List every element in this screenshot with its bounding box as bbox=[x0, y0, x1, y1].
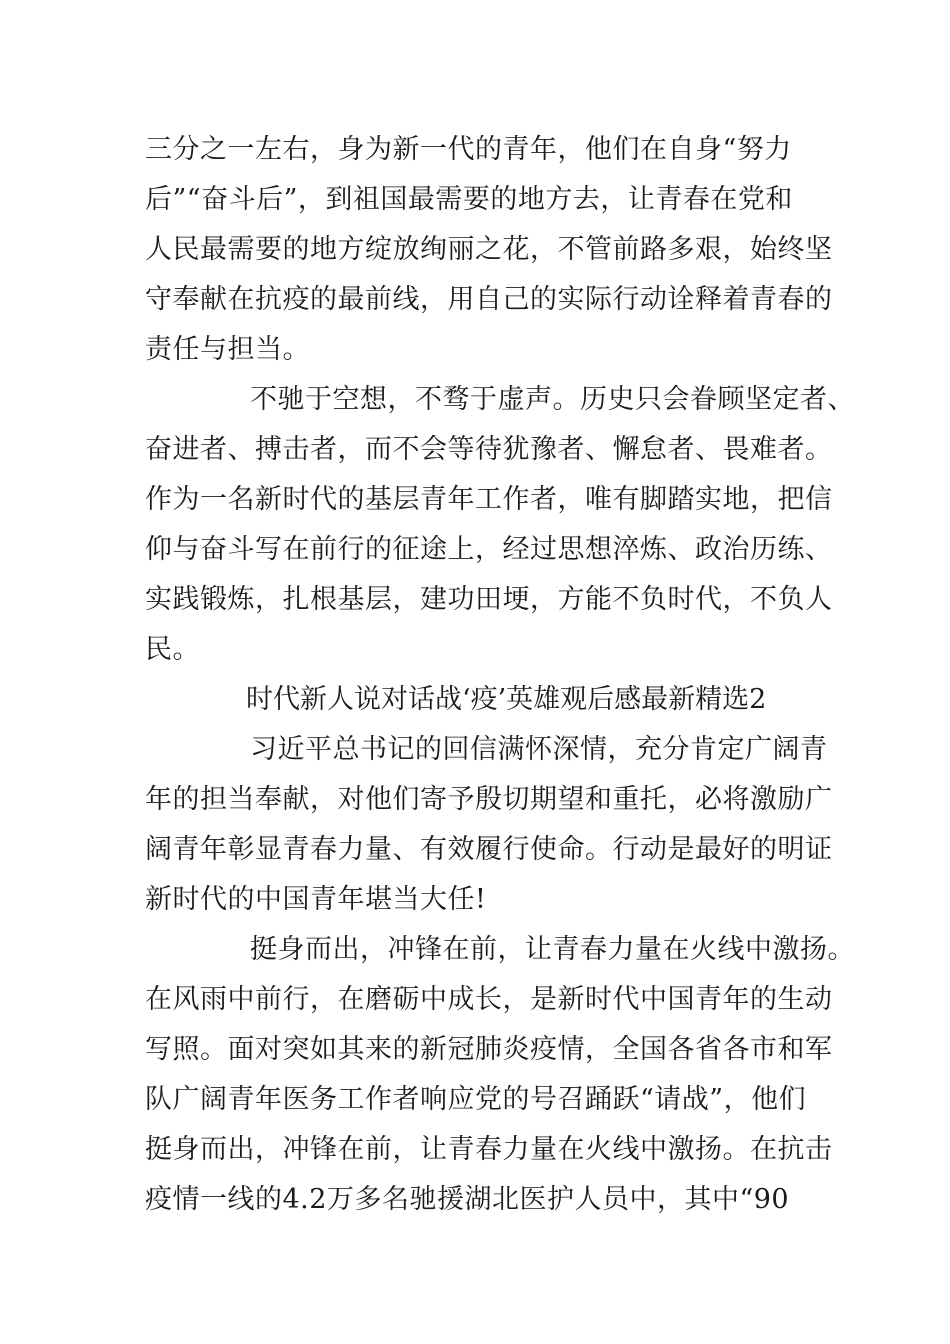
paragraph-line: 仰与奋斗写在前行的征途上，经过思想淬炼、政治历练、 bbox=[145, 534, 833, 565]
paragraph-line: 挺身而出，冲锋在前，让青春力量在火线中激扬。 bbox=[250, 934, 855, 965]
paragraph-line: 后”“奋斗后”，到祖国最需要的地方去，让青春在党和 bbox=[145, 184, 793, 215]
paragraph-line: 不驰于空想，不骛于虚声。历史只会眷顾坚定者、 bbox=[250, 384, 855, 415]
paragraph-line: 守奉献在抗疫的最前线，用自己的实际行动诠释着青春的 bbox=[145, 284, 833, 315]
paragraph-line: 挺身而出，冲锋在前，让青春力量在火线中激扬。在抗击 bbox=[145, 1134, 833, 1165]
paragraph-line: 作为一名新时代的基层青年工作者，唯有脚踏实地，把信 bbox=[145, 484, 833, 515]
paragraph-line: 民。 bbox=[145, 634, 200, 665]
paragraph-line: 在风雨中前行，在磨砺中成长，是新时代中国青年的生动 bbox=[145, 984, 833, 1015]
paragraph-line: 年的担当奉献，对他们寄予殷切期望和重托，必将激励广 bbox=[145, 784, 833, 815]
paragraph-line: 实践锻炼，扎根基层，建功田埂，方能不负时代，不负人 bbox=[145, 584, 833, 615]
paragraph-line: 队广阔青年医务工作者响应党的号召踊跃“请战”，他们 bbox=[145, 1084, 807, 1115]
paragraph-line: 责任与担当。 bbox=[145, 334, 310, 365]
paragraph-line: 阔青年彰显青春力量、有效履行使命。行动是最好的明证 bbox=[145, 834, 833, 865]
paragraph-line: 疫情一线的4.2万多名驰援湖北医护人员中，其中“90 bbox=[145, 1184, 790, 1215]
paragraph-line: 习近平总书记的回信满怀深情，充分肯定广阔青 bbox=[250, 734, 828, 765]
section-title: 时代新人说对话战‘疫’英雄观后感最新精选2 bbox=[246, 684, 767, 715]
paragraph-line: 奋进者、搏击者，而不会等待犹豫者、懈怠者、畏难者。 bbox=[145, 434, 833, 465]
paragraph-line: 人民最需要的地方绽放绚丽之花，不管前路多艰，始终坚 bbox=[145, 234, 833, 265]
paragraph-line: 新时代的中国青年堪当大任! bbox=[145, 884, 487, 915]
paragraph-line: 三分之一左右，身为新一代的青年，他们在自身“努力 bbox=[145, 134, 792, 165]
paragraph-line: 写照。面对突如其来的新冠肺炎疫情，全国各省各市和军 bbox=[145, 1034, 833, 1065]
